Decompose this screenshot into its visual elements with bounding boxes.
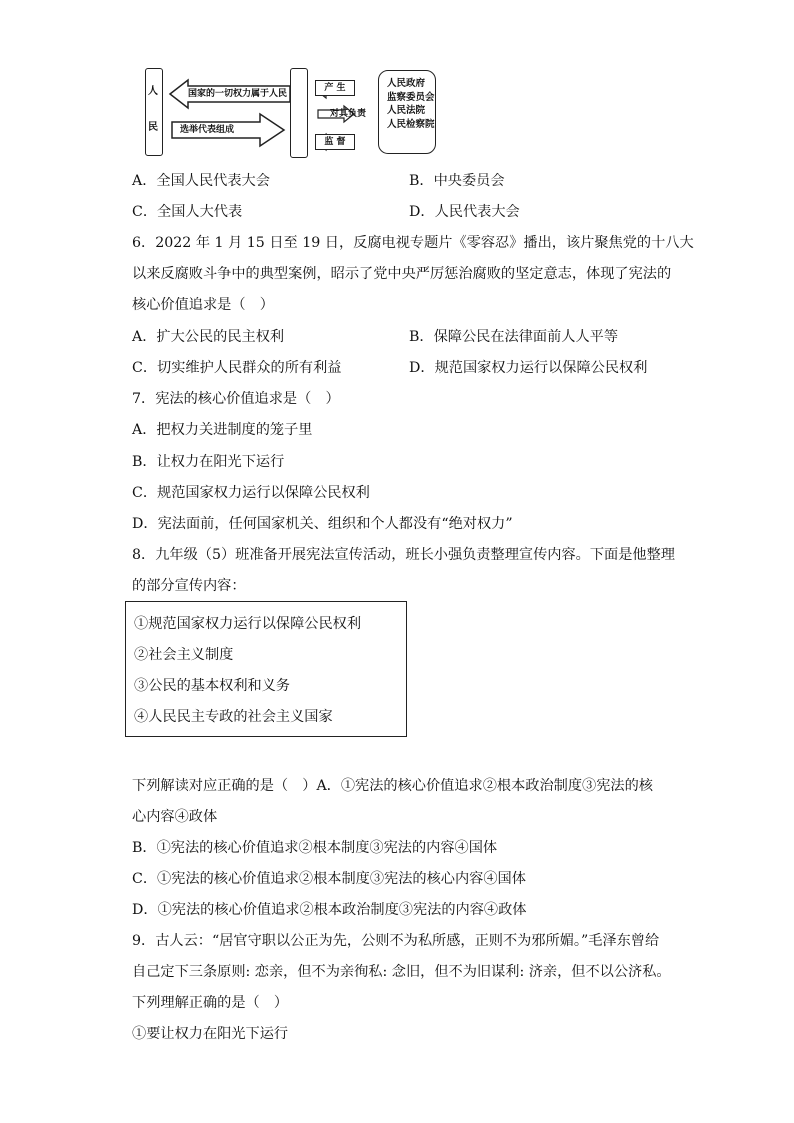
- q8-box-item-2: ②社会主义制度: [134, 647, 234, 663]
- q6-option-a[interactable]: A．扩大公民的民主权利: [132, 329, 285, 345]
- q7-option-b[interactable]: B．让权力在阳光下运行: [132, 454, 285, 470]
- q7-option-a[interactable]: A．把权力关进制度的笼子里: [132, 422, 313, 438]
- body-court: 人民法院: [387, 105, 426, 116]
- q5-option-a[interactable]: A．全国人民代表大会: [132, 173, 270, 189]
- q7-option-d[interactable]: D．宪法面前，任何国家机关、组织和个人都没有“绝对权力”: [132, 516, 513, 532]
- q8-option-d[interactable]: D．①宪法的核心价值追求②根本政治制度③宪法的内容④政体: [132, 902, 527, 918]
- relation-supervise: 监 督: [315, 134, 355, 150]
- body-supervision: 监察委员会: [387, 91, 435, 103]
- relation-produce: 产 生: [315, 80, 355, 96]
- q9-stem-line-2: 自己定下三条原则: 恋亲，但不为亲徇私: 念旧，但不为旧谋利: 济亲，但不以公济私。: [132, 964, 671, 980]
- relation-responsible: 对其负责: [330, 109, 367, 119]
- arrow-bottom-label: 选举代表组成: [180, 125, 235, 135]
- q5-option-d[interactable]: D．人民代表大会: [409, 204, 520, 220]
- q7-option-c[interactable]: C．规范国家权力运行以保障公民权利: [132, 485, 370, 501]
- q6-option-b[interactable]: B．保障公民在法律面前人人平等: [409, 329, 619, 345]
- q6-stem-line-3: 核心价值追求是（ ）: [132, 297, 274, 313]
- body-government: 人民政府: [387, 78, 426, 89]
- people-char-2: 民: [148, 122, 158, 133]
- q8-option-c[interactable]: C．①宪法的核心价值追求②根本制度③宪法的核心内容④国体: [132, 871, 526, 887]
- q6-stem-line-1: 6．2022 年 1 月 15 日至 19 日，反腐电视专题片《零容忍》播出，该片聚焦党的十八大: [132, 235, 694, 251]
- q9-stem-line-3: 下列理解正确的是（ ）: [132, 995, 289, 1011]
- q8-option-b[interactable]: B．①宪法的核心价值追求②根本制度③宪法的内容④国体: [132, 840, 498, 856]
- q8-prompt-line-1: 下列解读对应正确的是（ ）A．①宪法的核心价值追求②根本政治制度③宪法的核: [132, 778, 653, 794]
- q6-stem-line-2: 以来反腐败斗争中的典型案例，昭示了党中央严厉惩治腐败的坚定意志，体现了宪法的: [132, 266, 672, 282]
- q7-stem: 7．宪法的核心价值追求是（ ）: [132, 391, 340, 407]
- q6-option-d[interactable]: D．规范国家权力运行以保障公民权利: [409, 360, 648, 376]
- q5-option-c[interactable]: C．全国人大代表: [132, 204, 243, 220]
- congress-box: [290, 68, 308, 158]
- power-structure-diagram: [142, 66, 442, 162]
- q9-stem-line-1: 9．古人云：“居官守职以公正为先，公则不为私所感，正则不为邪所媚。”毛泽东曾给: [132, 933, 660, 949]
- body-procuratorate: 人民检察院: [387, 118, 435, 130]
- state-bodies-box: [378, 70, 436, 154]
- q8-box-item-3: ③公民的基本权利和义务: [134, 678, 291, 694]
- q8-prompt-line-2: 心内容④政体: [132, 809, 218, 825]
- arrow-top-label: 国家的一切权力属于人民: [188, 89, 288, 99]
- people-char-1: 人: [148, 86, 158, 97]
- q8-stem-line-1: 8．九年级（5）班准备开展宪法宣传活动，班长小强负责整理宣传内容。下面是他整理: [132, 547, 675, 563]
- q5-option-b[interactable]: B．中央委员会: [409, 173, 505, 189]
- q8-stem-line-2: 的部分宣传内容：: [132, 578, 246, 594]
- q9-statement-1: ①要让权力在阳光下运行: [132, 1026, 289, 1042]
- q8-box-item-4: ④人民民主专政的社会主义国家: [134, 709, 333, 725]
- q8-box-item-1: ①规范国家权力运行以保障公民权利: [134, 616, 362, 632]
- q6-option-c[interactable]: C．切实维护人民群众的所有利益: [132, 360, 342, 376]
